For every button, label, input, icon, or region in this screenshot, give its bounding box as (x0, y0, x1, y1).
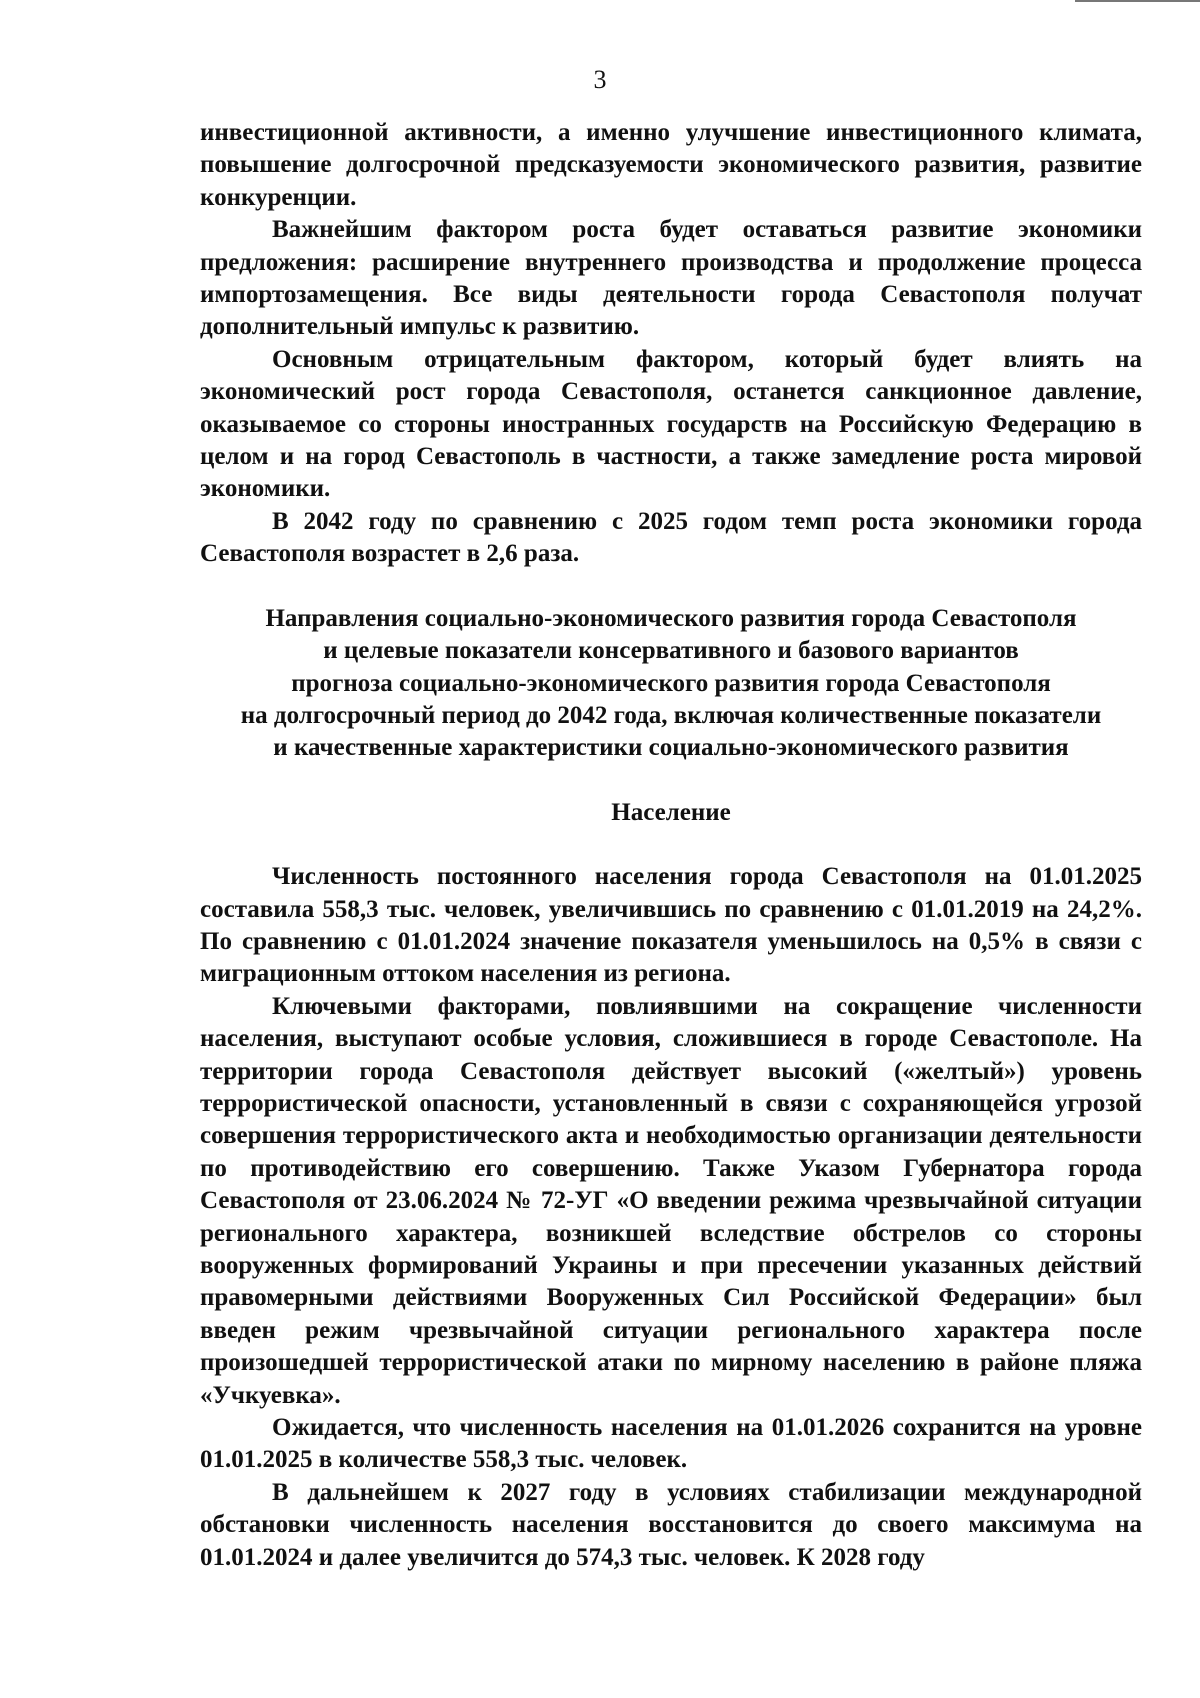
document-body (200, 117, 1142, 1574)
paragraph-expected-2026: Ожидается, что численность населения на 01.01.2026 сохранится на уровне 01.01.2025 в количестве 558,3 тыс. человек. (200, 1414, 1142, 1474)
paragraph-forecast-2027: В дальнейшем к 2027 году в условиях стабилизации международной обстановки численность населения восстановится до своего максимума на 01.01.2024 и далее увеличится до 574,3 тыс. человек. К 2028 году (200, 1478, 1142, 1571)
paragraph-sanctions-factor: Основным отрицательным фактором, который будет влиять на экономический рост города Севастополя, останется санкционное давление, оказываемое со стороны иностранных государств на Российскую Федерацию в целом и на город Севастополь в частности, а также замедление роста мировой экономики. (200, 345, 1142, 503)
section-title-population: Население (611, 798, 731, 826)
paragraph-growth-2042: В 2042 году по сравнению с 2025 годом темп роста экономики города Севастополя возрастет в 2,6 раза. (200, 507, 1142, 568)
heading-line: и качественные характеристики социально-экономического развития (273, 734, 1069, 762)
heading-line: на долгосрочный период до 2042 года, включая количественные показатели (240, 701, 1102, 729)
heading-line: Направления социально-экономического развития города Севастополя (265, 604, 1077, 632)
heading-line: и целевые показатели консервативного и базового вариантов (323, 637, 1019, 665)
paragraph-supply-economy: Важнейшим фактором роста будет оставаться развитие экономики предложения: расширение внутреннего производства и продолжение процесса импортозамещения. Все виды деятельности города Севастополя получат дополнительный импульс к развитию. (200, 216, 1142, 341)
paragraph-population-2025: Численность постоянного населения города Севастополя на 01.01.2025 составила 558,3 тыс. человек, увеличившись по сравнению с 01.01.2019 на 24,2%. По сравнению с 01.01.2024 значение показателя уменьшилось на 0,5% в связи с миграционным оттоком населения из региона. (200, 863, 1142, 988)
paragraph-investment-continuation: инвестиционной активности, а именно улучшение инвестиционного климата, повышение долгосрочной предсказуемости экономического развития, развитие конкуренции. (200, 119, 1142, 211)
directions-heading (200, 603, 1142, 765)
heading-line: прогноза социально-экономического развития города Севастополя (291, 669, 1051, 697)
top-edge-line (1075, 0, 1200, 2)
paragraph-key-factors: Ключевыми факторами, повлиявшими на сокращение численности населения, выступают особые условия, сложившиеся в городе Севастополе. На территории города Севастополя действует высокий («желтый») уровень террористической опасности, установленный в связи с сохраняющейся угрозой совершения террористического акта и необходимостью организации деятельности по противодействию его совершению. Также Указом Губернатора города Севастополя от 23.06.2024 № 72-УГ «О введении режима чрезвычайной ситуации регионального характера, возникшей вследствие обстрелов со стороны вооруженных формирований Украины и при пресечении указанных действий правомерными действиями Вооруженных Сил Российской Федерации» был введен режим чрезвычайной ситуации регионального характера после произошедшей террористической атаки по мирному населению в районе пляжа «Учкуевка». (200, 992, 1142, 1409)
page-number: 3 (593, 65, 607, 94)
